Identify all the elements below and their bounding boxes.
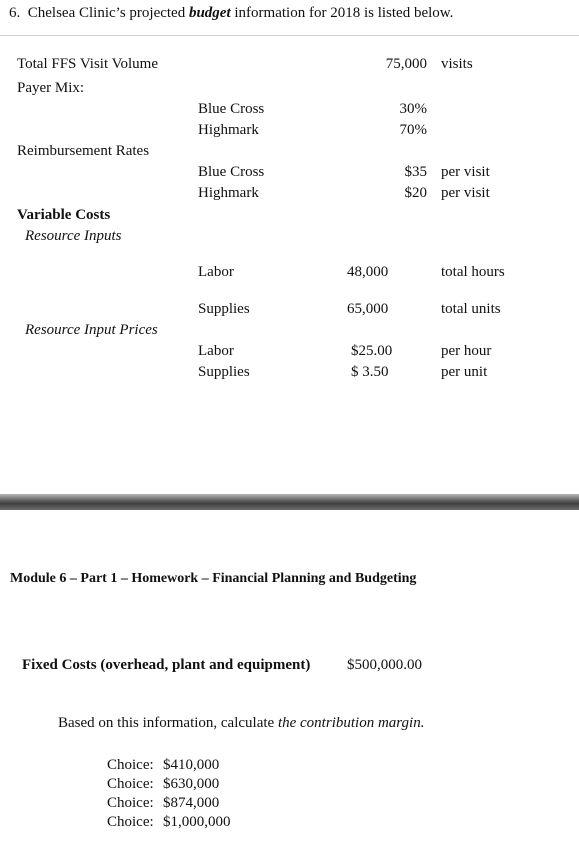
volume-value: 75,000 — [385, 56, 427, 72]
question-text-before: Chelsea Clinic’s projected — [27, 5, 186, 21]
module-title: Module 6 – Part 1 – Homework – Financial Planning and Budgeting — [10, 571, 417, 586]
input-name: Supplies — [198, 301, 250, 317]
variable-costs-heading: Variable Costs — [17, 207, 111, 223]
answer-choices — [107, 756, 231, 832]
payer-mix-payer: Highmark — [198, 122, 259, 138]
input-quantity: 65,000 — [347, 301, 389, 317]
input-unit: total units — [441, 301, 501, 317]
volume-unit: visits — [441, 56, 473, 72]
prompt-emphasis: the contribution margin. — [277, 715, 425, 731]
input-name: Labor — [198, 264, 234, 280]
choice-label: Choice: — [107, 795, 154, 811]
prompt-text: Based on this information, calculate — [58, 715, 275, 731]
price-unit: per hour — [441, 343, 492, 359]
payer-mix-value: 30% — [399, 101, 427, 117]
reimbursement-rate: $20 — [404, 185, 427, 201]
question-text-after: information for 2018 is listed below. — [234, 5, 454, 21]
price-value: $ 3.50 — [351, 364, 389, 380]
question-prompt — [58, 714, 424, 732]
input-quantity: 48,000 — [347, 264, 389, 280]
page-divider — [0, 494, 579, 510]
choice-label: Choice: — [107, 757, 154, 773]
choice-label: Choice: — [107, 814, 154, 830]
fixed-costs-value: $500,000.00 — [347, 657, 422, 673]
choice-value: $874,000 — [163, 795, 220, 811]
question-text-emphasis: budget — [188, 5, 231, 21]
header-rule — [0, 35, 579, 36]
answer-choice[interactable] — [107, 794, 231, 813]
price-value: $25.00 — [351, 343, 393, 359]
question-header — [9, 4, 453, 22]
payer-mix-payer: Blue Cross — [198, 101, 265, 117]
price-name: Supplies — [198, 364, 250, 380]
reimbursement-payer: Highmark — [198, 185, 259, 201]
payer-mix-label: Payer Mix: — [17, 80, 85, 96]
choice-label: Choice: — [107, 776, 154, 792]
resource-inputs-label: Resource Inputs — [25, 228, 122, 244]
answer-choice[interactable] — [107, 775, 231, 794]
price-name: Labor — [198, 343, 234, 359]
reimbursement-rate: $35 — [404, 164, 427, 180]
volume-label: Total FFS Visit Volume — [17, 56, 159, 72]
reimbursement-unit: per visit — [441, 185, 490, 201]
fixed-costs-label: Fixed Costs (overhead, plant and equipment) — [22, 657, 311, 673]
choice-value: $630,000 — [163, 776, 220, 792]
input-unit: total hours — [441, 264, 505, 280]
reimbursement-payer: Blue Cross — [198, 164, 265, 180]
reimbursement-unit: per visit — [441, 164, 490, 180]
answer-choice[interactable] — [107, 813, 231, 832]
answer-choice[interactable] — [107, 756, 231, 775]
question-number: 6. — [9, 5, 21, 21]
choice-value: $1,000,000 — [163, 814, 231, 830]
reimbursement-label: Reimbursement Rates — [17, 143, 150, 159]
price-unit: per unit — [441, 364, 488, 380]
payer-mix-value: 70% — [399, 122, 427, 138]
resource-input-prices-label: Resource Input Prices — [25, 322, 158, 338]
choice-value: $410,000 — [163, 757, 220, 773]
